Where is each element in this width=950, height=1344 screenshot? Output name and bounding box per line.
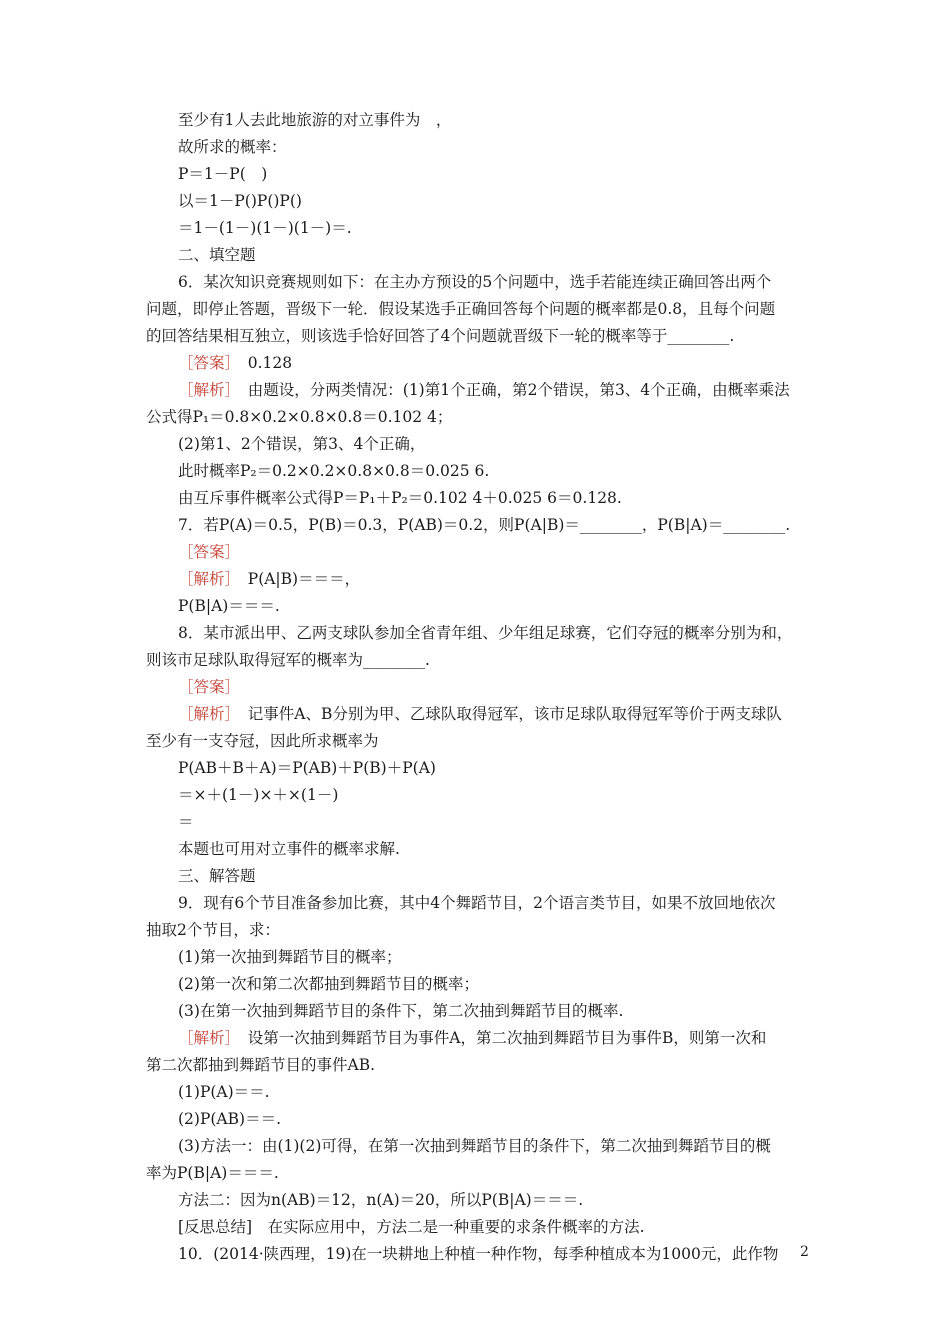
text-line: P(B|A)＝＝＝. [178, 597, 280, 615]
analysis-line: ［解析］ 由题设，分两类情况：(1)第1个正确，第2个错误，第3、4个正确，由概率乘法 [178, 381, 790, 399]
analysis-tag: ［解析］ [178, 1029, 233, 1047]
text-line: (2)第一次和第二次都抽到舞蹈节目的概率； [178, 975, 479, 993]
analysis-line: ［解析］ P(A|B)＝＝＝， [178, 570, 361, 588]
text-line: 问题，即停止答题，晋级下一轮．假设某选手正确回答每个问题的概率都是0.8，且每个问题 [146, 300, 776, 318]
answer-tag: ［答案］ [178, 543, 241, 561]
section-heading: 二、填空题 [178, 246, 256, 264]
text-line: ＝ [178, 813, 194, 831]
analysis-line: ［解析］ 设第一次抽到舞蹈节目为事件A，第二次抽到舞蹈节目为事件B，则第一次和 [178, 1029, 767, 1047]
analysis-tag: ［解析］ [178, 381, 233, 399]
text-line: 抽取2个节目，求： [146, 921, 280, 939]
text-line: (2)第1、2个错误，第3、4个正确， [178, 435, 426, 453]
text-line: ＝×＋(1－)×＋×(1－) [178, 786, 339, 804]
text-line: (1)第一次抽到舞蹈节目的概率； [178, 948, 402, 966]
text-line: (3)在第一次抽到舞蹈节目的条件下，第二次抽到舞蹈节目的概率. [178, 1002, 624, 1020]
text-line: ＝1－(1－)(1－)(1－)＝. [178, 219, 352, 237]
text-line: 方法二：因为n(AB)＝12，n(A)＝20，所以P(B|A)＝＝＝. [178, 1191, 584, 1209]
text-line: 的回答结果相互独立，则该选手恰好回答了4个问题就晋级下一轮的概率等于________. [146, 327, 735, 345]
text-line: 故所求的概率： [178, 138, 287, 156]
text-line: (3)方法一：由(1)(2)可得，在第一次抽到舞蹈节目的条件下，第二次抽到舞蹈节目的概 [178, 1137, 771, 1155]
text-line: [反思总结] 在实际应用中，方法二是一种重要的求条件概率的方法. [178, 1218, 645, 1236]
text-line: 由互斥事件概率公式得P＝P₁＋P₂＝0.102 4＋0.025 6＝0.128. [178, 489, 622, 507]
text-line: 率为P(B|A)＝＝＝. [146, 1164, 279, 1182]
text-line: 公式得P₁＝0.8×0.2×0.8×0.8＝0.102 4； [146, 408, 453, 426]
analysis-tag: ［解析］ [178, 570, 233, 588]
text-line: 第二次都抽到舞蹈节目的事件AB. [146, 1056, 376, 1074]
answer-tag: ［答案］ [178, 354, 233, 372]
analysis-tag: ［解析］ [178, 705, 233, 723]
answer-tag: ［答案］ [178, 678, 241, 696]
text-line: 则该市足球队取得冠军的概率为________. [146, 651, 430, 669]
question-6: 6．某次知识竞赛规则如下：在主办方预设的5个问题中，选手若能连续正确回答出两个 [178, 273, 772, 291]
answer-line: ［答案］ 0.128 [178, 354, 293, 372]
analysis-line: ［解析］ 记事件A、B分别为甲、乙球队取得冠军，该市足球队取得冠军等价于两支球队 [178, 705, 782, 723]
text-line: 此时概率P₂＝0.2×0.2×0.8×0.8＝0.025 6. [178, 462, 490, 480]
text-line: P(AB＋B＋A)＝P(AB)＋P(B)＋P(A) [178, 759, 436, 777]
question-10: 10．(2014·陕西理，19)在一块耕地上种植一种作物，每季种植成本为1000元，此作物 [178, 1245, 779, 1263]
question-8: 8．某市派出甲、乙两支球队参加全省青年组、少年组足球赛，它们夺冠的概率分别为和， [178, 624, 793, 642]
text-line: (2)P(AB)＝＝. [178, 1110, 281, 1128]
answer-line [178, 677, 240, 697]
question-9: 9．现有6个节目准备参加比赛，其中4个舞蹈节目，2个语言类节目，如果不放回地依次 [178, 894, 776, 912]
text-line: 至少有1人去此地旅游的对立事件为 ， [178, 111, 452, 129]
text-line: 本题也可用对立事件的概率求解. [178, 840, 400, 858]
text-line: (1)P(A)＝＝. [178, 1083, 270, 1101]
text-line: 以＝1－P()P()P() [178, 192, 302, 210]
text-line: P＝1－P( ) [178, 165, 268, 183]
question-7: 7．若P(A)＝0.5，P(B)＝0.3，P(AB)＝0.2，则P(A|B)＝________，P(B|A)＝________. [178, 516, 791, 534]
page-number: 2 [800, 1244, 809, 1260]
answer-line [178, 542, 240, 562]
section-heading: 三、解答题 [178, 867, 256, 885]
text-line: 至少有一支夺冠，因此所求概率为 [146, 732, 379, 750]
